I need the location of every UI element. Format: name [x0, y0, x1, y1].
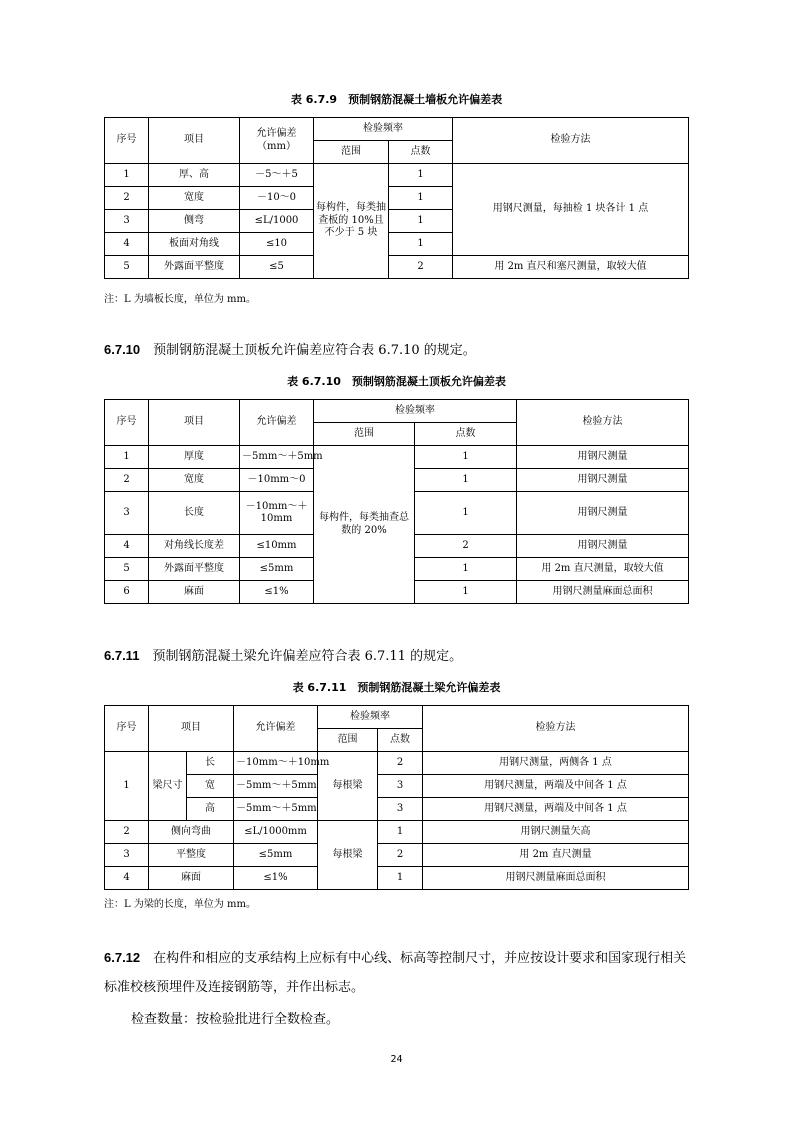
header-points: 点数	[389, 141, 453, 164]
table-note: 注：L 为梁的长度，单位为 mm。	[104, 899, 256, 910]
clause-text: 预制钢筋混凝土梁允许偏差应符合表 6.7.11 的规定。	[152, 649, 463, 664]
cell-tolerance: ≤5	[240, 256, 314, 279]
cell-points: 1	[389, 164, 453, 187]
header-no: 序号	[105, 118, 149, 164]
header-frequency: 检验频率	[318, 706, 423, 729]
header-frequency: 检验频率	[314, 400, 517, 423]
cell-points: 1	[389, 187, 453, 210]
cell-item: 外露面平整度	[149, 256, 240, 279]
cell-sub-item: 长	[187, 752, 234, 775]
header-method: 检验方法	[423, 706, 689, 752]
table-6-7-11-caption: 表 6.7.11 预制钢筋混凝土梁允许偏差表	[292, 681, 501, 694]
cell-method: 用钢尺测量	[517, 535, 689, 558]
cell-tolerance: ≤L/1000mm	[234, 821, 318, 844]
table-row	[105, 844, 689, 867]
cell-tolerance: －5mm～＋5mm	[240, 446, 314, 469]
cell-range: 每构件，每类抽查总数的 20%	[314, 446, 415, 604]
header-points: 点数	[378, 729, 423, 752]
cell-tolerance: ≤10mm	[240, 535, 314, 558]
table-row	[105, 752, 689, 775]
page-number: 24	[390, 1054, 403, 1065]
cell-method: 用钢尺测量麻面总面积	[423, 867, 689, 890]
header-tolerance: 允许偏差	[240, 400, 314, 446]
header-no: 序号	[105, 400, 149, 446]
cell-no: 2	[105, 821, 149, 844]
table-row	[105, 775, 689, 798]
cell-item: 麻面	[149, 867, 234, 890]
table-6-7-9	[104, 117, 689, 279]
cell-tolerance: －5mm～＋5mm	[234, 798, 318, 821]
cell-no: 5	[105, 256, 149, 279]
cell-range: 每根梁	[318, 821, 378, 890]
cell-points: 3	[378, 798, 423, 821]
cell-item: 侧弯	[149, 210, 240, 233]
cell-no: 1	[105, 446, 149, 469]
header-tolerance: 允许偏差	[234, 706, 318, 752]
cell-item: 外露面平整度	[149, 558, 240, 581]
cell-points: 1	[415, 558, 517, 581]
cell-points: 1	[389, 233, 453, 256]
clause-6-7-11	[104, 641, 690, 671]
clause-6-7-10	[104, 335, 690, 365]
cell-points: 1	[415, 581, 517, 604]
cell-points: 2	[378, 752, 423, 775]
cell-range: 每根梁	[318, 752, 378, 821]
clause-number: 6.7.11	[104, 648, 140, 663]
header-method: 检验方法	[453, 118, 689, 164]
cell-points: 1	[389, 210, 453, 233]
cell-no: 4	[105, 867, 149, 890]
cell-tolerance: －5mm～＋5mm	[234, 775, 318, 798]
table-6-7-10	[104, 399, 689, 604]
cell-method: 用 2m 直尺测量，取较大值	[517, 558, 689, 581]
table-row	[105, 821, 689, 844]
header-range: 范围	[314, 141, 389, 164]
table-row	[105, 164, 689, 187]
cell-points: 2	[415, 535, 517, 558]
table-row	[105, 446, 689, 469]
cell-tolerance: ≤10	[240, 233, 314, 256]
cell-no: 6	[105, 581, 149, 604]
header-item: 项目	[149, 400, 240, 446]
cell-tolerance: －10～0	[240, 187, 314, 210]
cell-no: 3	[105, 844, 149, 867]
header-no: 序号	[105, 706, 149, 752]
clause-6-7-12	[104, 943, 690, 1002]
cell-tolerance: ≤5mm	[234, 844, 318, 867]
header-item: 项目	[149, 706, 234, 752]
cell-no: 4	[105, 233, 149, 256]
cell-item: 麻面	[149, 581, 240, 604]
cell-no: 2	[105, 469, 149, 492]
cell-item: 宽度	[149, 469, 240, 492]
header-range: 范围	[314, 423, 415, 446]
clause-text: 在构件和相应的支承结构上应标有中心线、标高等控制尺寸，并应按设计要求和国家现行相关标准校核预埋件及连接钢筋等，并作出标志。	[104, 951, 687, 995]
cell-no: 1	[105, 164, 149, 187]
cell-range: 每构件，每类抽查板的 10%且不少于 5 块	[314, 164, 389, 279]
cell-tolerance: －10mm～＋10mm	[240, 492, 314, 535]
cell-points: 1	[378, 821, 423, 844]
cell-no: 3	[105, 210, 149, 233]
cell-method: 用钢尺测量麻面总面积	[517, 581, 689, 604]
clause-text: 预制钢筋混凝土顶板允许偏差应符合表 6.7.10 的规定。	[153, 343, 476, 358]
cell-item: 宽度	[149, 187, 240, 210]
cell-points: 2	[378, 844, 423, 867]
cell-points: 3	[378, 775, 423, 798]
cell-method: 用钢尺测量，两端及中间各 1 点	[423, 798, 689, 821]
cell-group: 梁尺寸	[149, 752, 187, 821]
cell-method: 用 2m 直尺和塞尺测量，取较大值	[453, 256, 689, 279]
header-points: 点数	[415, 423, 517, 446]
cell-tolerance: ≤L/1000	[240, 210, 314, 233]
clause-number: 6.7.12	[104, 950, 141, 965]
table-6-7-11	[104, 705, 689, 890]
table-row	[105, 256, 689, 279]
cell-method: 用钢尺测量	[517, 469, 689, 492]
cell-no: 5	[105, 558, 149, 581]
cell-points: 1	[415, 446, 517, 469]
header-tolerance: 允许偏差（mm）	[240, 118, 314, 164]
cell-method: 用钢尺测量	[517, 492, 689, 535]
cell-tolerance: －5～＋5	[240, 164, 314, 187]
inspection-quantity: 检查数量：按检验批进行全数检查。	[131, 1012, 340, 1027]
cell-item: 厚度	[149, 446, 240, 469]
clause-number: 6.7.10	[104, 342, 141, 357]
cell-method: 用钢尺测量矢高	[423, 821, 689, 844]
cell-item: 侧向弯曲	[149, 821, 234, 844]
cell-no: 1	[105, 752, 149, 821]
cell-item: 厚、高	[149, 164, 240, 187]
cell-no: 2	[105, 187, 149, 210]
header-range: 范围	[318, 729, 378, 752]
header-item: 项目	[149, 118, 240, 164]
cell-points: 1	[415, 469, 517, 492]
cell-method: 用 2m 直尺测量	[423, 844, 689, 867]
cell-tolerance: ≤1%	[240, 581, 314, 604]
table-row	[105, 798, 689, 821]
cell-tolerance: －10mm～＋10mm	[234, 752, 318, 775]
header-frequency: 检验频率	[314, 118, 453, 141]
cell-no: 4	[105, 535, 149, 558]
cell-points: 1	[378, 867, 423, 890]
cell-tolerance: －10mm～0	[240, 469, 314, 492]
cell-sub-item: 高	[187, 798, 234, 821]
cell-points: 2	[389, 256, 453, 279]
cell-tolerance: ≤5mm	[240, 558, 314, 581]
cell-method: 用钢尺测量，每抽检 1 块各计 1 点	[453, 164, 689, 256]
cell-sub-item: 宽	[187, 775, 234, 798]
cell-item: 板面对角线	[149, 233, 240, 256]
table-note: 注：L 为墙板长度，单位为 mm。	[104, 294, 256, 305]
cell-method: 用钢尺测量，两侧各 1 点	[423, 752, 689, 775]
cell-item: 平整度	[149, 844, 234, 867]
cell-item: 对角线长度差	[149, 535, 240, 558]
cell-method: 用钢尺测量	[517, 446, 689, 469]
table-row	[105, 867, 689, 890]
cell-item: 长度	[149, 492, 240, 535]
header-method: 检验方法	[517, 400, 689, 446]
cell-points: 1	[415, 492, 517, 535]
cell-no: 3	[105, 492, 149, 535]
table-6-7-9-caption: 表 6.7.9 预制钢筋混凝土墙板允许偏差表	[290, 93, 503, 106]
cell-method: 用钢尺测量，两端及中间各 1 点	[423, 775, 689, 798]
cell-tolerance: ≤1%	[234, 867, 318, 890]
table-6-7-10-caption: 表 6.7.10 预制钢筋混凝土顶板允许偏差表	[287, 375, 506, 388]
